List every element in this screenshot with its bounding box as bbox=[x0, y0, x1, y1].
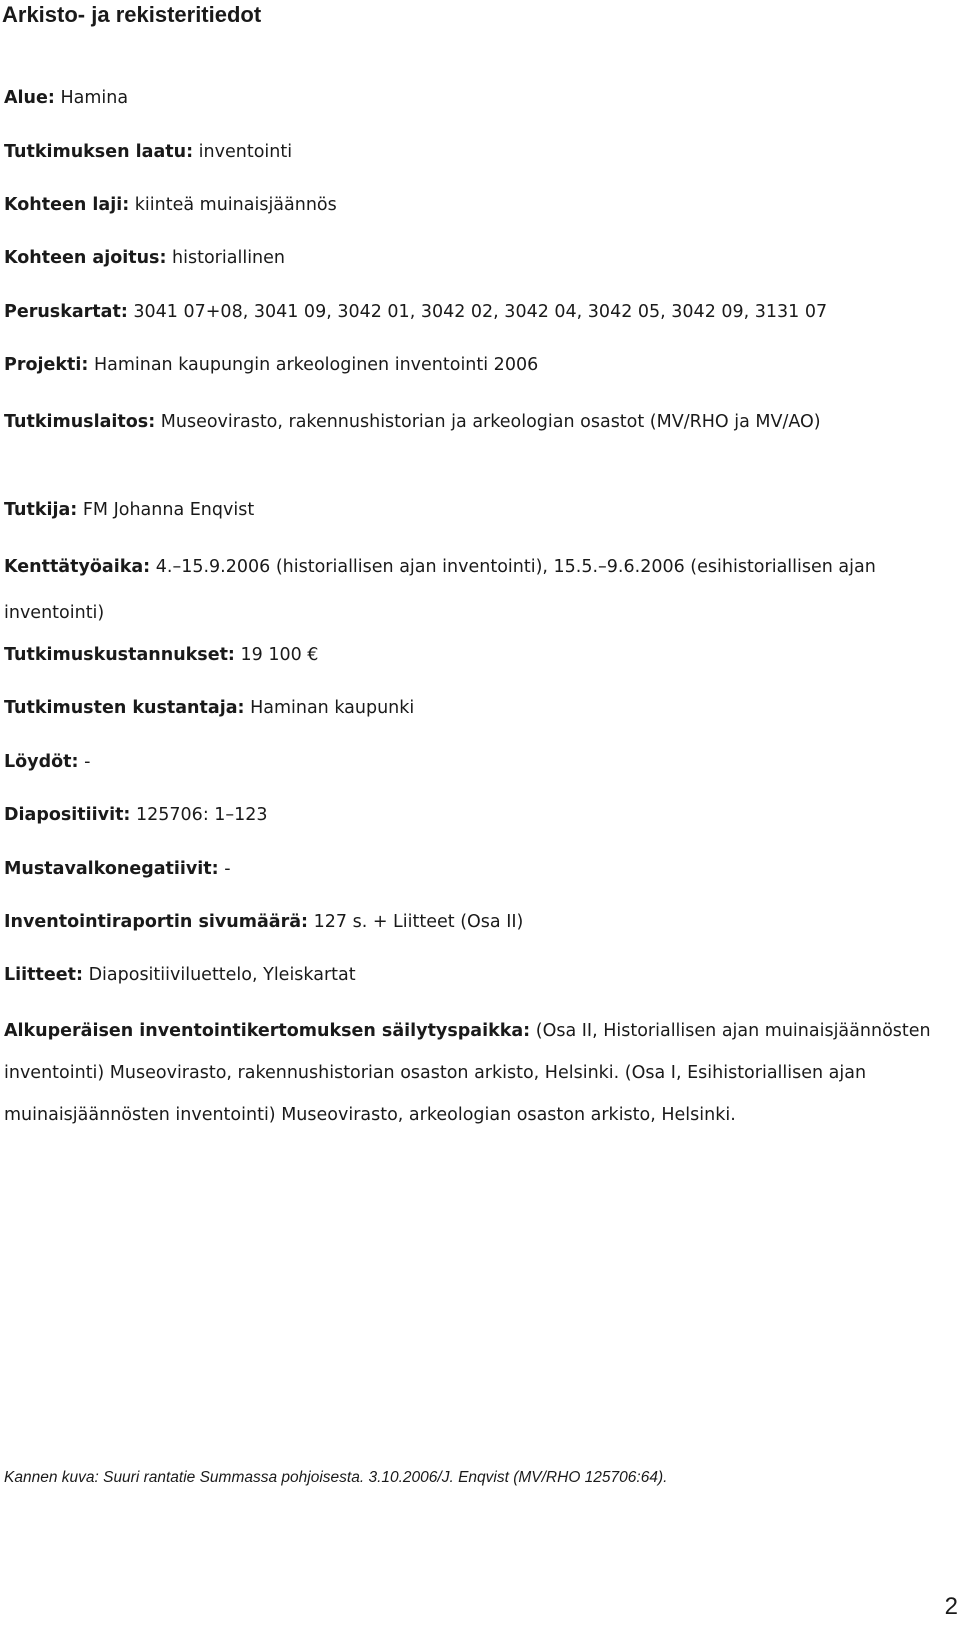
field-tutkimuslaitos bbox=[4, 399, 952, 445]
field-tutkija bbox=[4, 491, 952, 529]
field-label: Projekti: bbox=[4, 355, 89, 375]
field-kenttatyoaika bbox=[4, 544, 952, 636]
field-kohteen-ajoitus bbox=[4, 239, 952, 277]
field-label: Tutkimusten kustantaja: bbox=[4, 698, 245, 718]
field-tutkimusten-kustantaja bbox=[4, 689, 952, 727]
field-label: Tutkija: bbox=[4, 500, 78, 520]
document-title: Arkisto- ja rekisteritiedot bbox=[2, 2, 262, 27]
field-value: Diapositiiviluettelo, Yleiskartat bbox=[88, 965, 356, 985]
field-value: Haminan kaupungin arkeologinen inventointi 2006 bbox=[93, 355, 539, 375]
field-label: Tutkimuksen laatu: bbox=[4, 142, 194, 162]
field-inventointiraportin-sivumaara bbox=[4, 903, 952, 941]
field-kohteen-laji bbox=[4, 186, 952, 224]
field-label: Tutkimuslaitos: bbox=[4, 412, 156, 432]
field-value: 127 s. + Liitteet (Osa II) bbox=[313, 912, 524, 932]
field-alue bbox=[4, 79, 952, 117]
field-sailytyspaikka bbox=[4, 1010, 952, 1136]
field-label: Inventointiraportin sivumäärä: bbox=[4, 912, 309, 932]
field-mustavalkonegatiivit bbox=[4, 850, 952, 888]
field-loydot bbox=[4, 743, 952, 781]
field-label: Liitteet: bbox=[4, 965, 83, 985]
field-value: 3041 07+08, 3041 09, 3042 01, 3042 02, 3042 04, 3042 05, 3042 09, 3131 07 bbox=[133, 302, 828, 322]
field-label: Kohteen laji: bbox=[4, 195, 130, 215]
field-tutkimuskustannukset bbox=[4, 636, 952, 674]
field-label: Peruskartat: bbox=[4, 302, 128, 322]
field-label: Tutkimuskustannukset: bbox=[4, 645, 235, 665]
field-value: kiinteä muinaisjäännös bbox=[134, 195, 337, 215]
field-label: Kohteen ajoitus: bbox=[4, 248, 167, 268]
field-value: historiallinen bbox=[172, 248, 286, 268]
field-value: Haminan kaupunki bbox=[250, 698, 415, 718]
field-label: Löydöt: bbox=[4, 752, 79, 772]
field-label: Alue: bbox=[4, 88, 55, 108]
page-number: 2 bbox=[944, 1593, 958, 1620]
field-label: Alkuperäisen inventointikertomuksen säilytyspaikka: bbox=[4, 1021, 531, 1041]
field-value: FM Johanna Enqvist bbox=[82, 500, 255, 520]
cover-image-caption: Kannen kuva: Suuri rantatie Summassa pohjoisesta. 3.10.2006/J. Enqvist (MV/RHO 125706:64). bbox=[4, 1469, 668, 1486]
field-value: inventointi bbox=[198, 142, 293, 162]
field-label: Mustavalkonegatiivit: bbox=[4, 859, 219, 879]
field-value: 4.–15.9.2006 (historiallisen ajan inventointi), 15.5.–9.6.2006 (esihistoriallisen ajan inventointi) bbox=[4, 557, 876, 623]
field-value: - bbox=[224, 859, 231, 879]
field-value: 19 100 € bbox=[240, 645, 319, 665]
field-value: 125706: 1–123 bbox=[136, 805, 268, 825]
field-value: (Osa II, Historiallisen ajan muinaisjäännösten inventointi) Museovirasto, rakennushistorian osaston arkisto, Helsinki. (Osa I, Esihistoriallisen ajan muinaisjäännösten inventointi) Museovirasto, arkeologian osaston arkisto, Helsinki. bbox=[4, 1021, 931, 1125]
field-tutkimuksen-laatu bbox=[4, 133, 952, 171]
field-value: Hamina bbox=[60, 88, 129, 108]
field-diapositiivit bbox=[4, 796, 952, 834]
field-projekti bbox=[4, 346, 952, 384]
field-liitteet bbox=[4, 956, 952, 994]
field-value: - bbox=[84, 752, 91, 772]
field-value: Museovirasto, rakennushistorian ja arkeologian osastot (MV/RHO ja MV/AO) bbox=[160, 412, 821, 432]
field-label: Diapositiivit: bbox=[4, 805, 131, 825]
field-label: Kenttätyöaika: bbox=[4, 557, 151, 577]
field-peruskartat bbox=[4, 293, 952, 331]
